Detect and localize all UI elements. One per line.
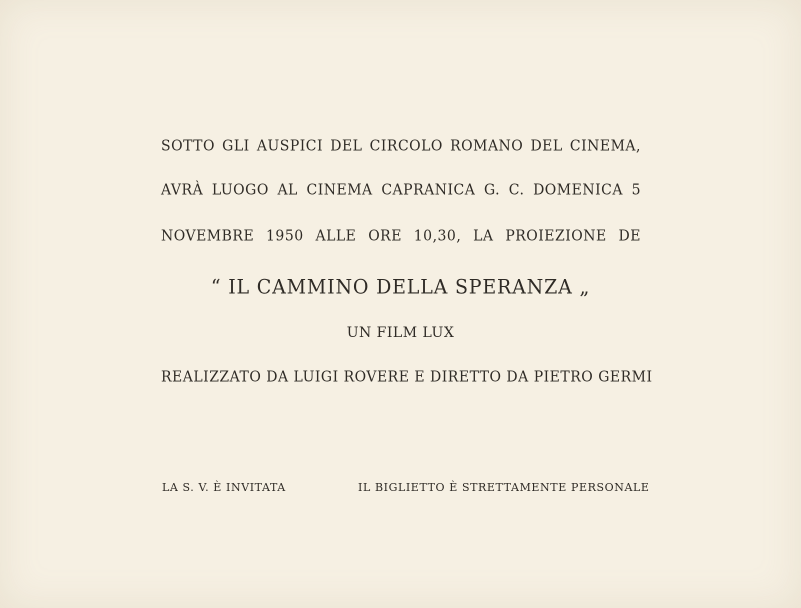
film-title: “ IL CAMMINO DELLA SPERANZA „ (210, 275, 591, 299)
footer-invited: LA S. V. È INVITATA (162, 481, 286, 494)
invitation-line-1: SOTTO GLI AUSPICI DEL CIRCOLO ROMANO DEL CINEMA, (161, 137, 641, 155)
production-company: UN FILM LUX (346, 325, 455, 341)
invitation-line-2: AVRÀ LUOGO AL CINEMA CAPRANICA G. C. DOMENICA 5 (161, 181, 641, 199)
invitation-line-3: NOVEMBRE 1950 ALLE ORE 10,30, LA PROIEZIONE DE (161, 227, 641, 245)
footer-ticket-note: IL BIGLIETTO È STRETTAMENTE PERSONALE (358, 481, 650, 494)
credits-line: REALIZZATO DA LUIGI ROVERE E DIRETTO DA PIETRO GERMI (161, 368, 653, 386)
